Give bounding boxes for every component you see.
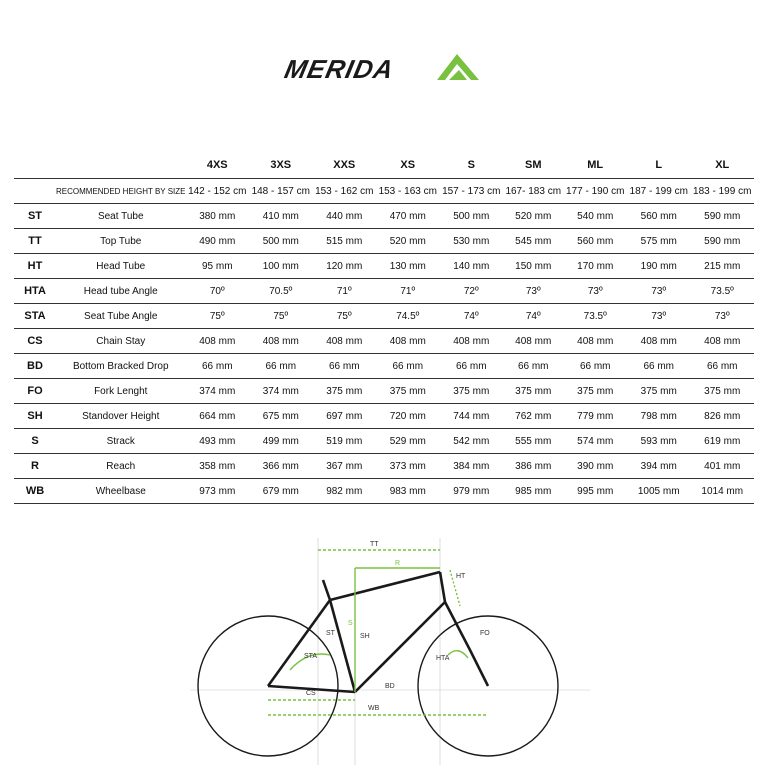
table-cell: 375 mm [690,379,754,404]
table-cell: 95 mm [186,254,250,279]
size-header: XS [376,152,440,179]
table-cell: 373 mm [376,454,440,479]
table-cell: 408 mm [503,329,563,354]
table-cell: 520 mm [503,204,563,229]
size-header: SM [503,152,563,179]
row-name: Head tube Angle [56,279,186,304]
row-abbr: TT [14,229,56,254]
table-cell: 66 mm [563,354,627,379]
table-cell: 130 mm [376,254,440,279]
table-cell: 619 mm [690,429,754,454]
table-cell: 593 mm [627,429,691,454]
table-cell: 995 mm [563,479,627,504]
table-cell: 73º [690,304,754,329]
row-abbr: BD [14,354,56,379]
table-cell: 375 mm [313,379,377,404]
recommended-height-row [14,179,754,204]
table-cell: 75º [249,304,313,329]
size-header: 3XS [249,152,313,179]
table-cell: 1005 mm [627,479,691,504]
table-cell: 826 mm [690,404,754,429]
table-cell: 697 mm [313,404,377,429]
table-cell: 542 mm [440,429,504,454]
row-name: Fork Lenght [56,379,186,404]
table-cell: 408 mm [313,329,377,354]
table-cell: 75º [186,304,250,329]
table-cell: 367 mm [313,454,377,479]
table-cell: 555 mm [503,429,563,454]
table-cell: 762 mm [503,404,563,429]
label-sta: STA [304,653,318,660]
table-cell: 470 mm [376,204,440,229]
table-cell: 520 mm [376,229,440,254]
table-cell: 75º [313,304,377,329]
table-cell: 384 mm [440,454,504,479]
table-cell: 74º [503,304,563,329]
table-cell: 1014 mm [690,479,754,504]
table-cell: 215 mm [690,254,754,279]
table-cell: 401 mm [690,454,754,479]
table-cell: 375 mm [503,379,563,404]
table-cell: 74.5º [376,304,440,329]
table-cell: 410 mm [249,204,313,229]
row-name: Bottom Bracked Drop [56,354,186,379]
table-row [14,479,754,504]
table-cell: 66 mm [249,354,313,379]
table-cell: 120 mm [313,254,377,279]
label-wb: WB [368,705,380,712]
table-row [14,229,754,254]
recommended-height-value: 142 - 152 cm [186,179,250,204]
size-header: ML [563,152,627,179]
row-abbr: CS [14,329,56,354]
recommended-height-value: 153 - 162 cm [313,179,377,204]
table-cell: 170 mm [563,254,627,279]
recommended-height-value: 148 - 157 cm [249,179,313,204]
table-cell: 394 mm [627,454,691,479]
label-st: ST [326,630,335,637]
table-cell: 973 mm [186,479,250,504]
table-cell: 71º [376,279,440,304]
table-cell: 375 mm [563,379,627,404]
recommended-height-value: 183 - 199 cm [690,179,754,204]
table-cell: 73º [627,304,691,329]
label-tt: TT [370,541,379,548]
logo-wordmark: MERIDA [281,54,397,84]
table-cell: 66 mm [186,354,250,379]
table-row [14,354,754,379]
corner-cell [14,152,56,179]
table-cell: 675 mm [249,404,313,429]
table-cell: 440 mm [313,204,377,229]
table-cell: 375 mm [440,379,504,404]
table-cell: 490 mm [186,229,250,254]
row-name: Top Tube [56,229,186,254]
geometry-table [14,152,754,504]
table-cell: 66 mm [376,354,440,379]
table-cell: 560 mm [563,229,627,254]
table-cell: 408 mm [376,329,440,354]
table-cell: 73º [563,279,627,304]
table-cell: 560 mm [627,204,691,229]
table-cell: 493 mm [186,429,250,454]
table-cell: 408 mm [690,329,754,354]
table-cell: 71º [313,279,377,304]
table-cell: 590 mm [690,204,754,229]
table-cell: 408 mm [186,329,250,354]
label-ht: HT [456,573,466,580]
table-cell: 190 mm [627,254,691,279]
table-cell: 779 mm [563,404,627,429]
row-abbr: SH [14,404,56,429]
table-cell: 74º [440,304,504,329]
table-cell: 66 mm [313,354,377,379]
table-cell: 679 mm [249,479,313,504]
size-header: 4XS [186,152,250,179]
table-row [14,429,754,454]
row-abbr: WB [14,479,56,504]
recommended-height-value: 177 - 190 cm [563,179,627,204]
recommended-height-value: 167- 183 cm [503,179,563,204]
label-fo: FO [480,630,490,637]
row-abbr: HTA [14,279,56,304]
table-row [14,404,754,429]
label-bd: BD [385,683,395,690]
table-cell: 979 mm [440,479,504,504]
table-cell: 408 mm [563,329,627,354]
table-cell: 150 mm [503,254,563,279]
table-cell: 374 mm [249,379,313,404]
table-cell: 73.5º [563,304,627,329]
table-cell: 983 mm [376,479,440,504]
row-name: Reach [56,454,186,479]
table-cell: 545 mm [503,229,563,254]
table-cell: 515 mm [313,229,377,254]
table-cell: 720 mm [376,404,440,429]
row-abbr: ST [14,204,56,229]
table-cell: 73º [627,279,691,304]
table-cell: 375 mm [627,379,691,404]
guide-lines [190,538,590,765]
table-cell: 66 mm [627,354,691,379]
table-cell: 985 mm [503,479,563,504]
table-cell: 375 mm [376,379,440,404]
table-cell: 366 mm [249,454,313,479]
table-cell: 73.5º [690,279,754,304]
row-name: Chain Stay [56,329,186,354]
table-cell: 66 mm [503,354,563,379]
table-row [14,279,754,304]
table-row [14,329,754,354]
table-cell: 390 mm [563,454,627,479]
size-header: L [627,152,691,179]
row-name: Seat Tube [56,204,186,229]
label-hta: HTA [436,655,450,662]
table-cell: 408 mm [627,329,691,354]
label-cs: CS [306,690,316,697]
table-row [14,204,754,229]
label-sh: SH [360,633,370,640]
size-header-row [14,152,754,179]
table-cell: 540 mm [563,204,627,229]
table-row [14,454,754,479]
recommended-height-label: RECOMMENDED HEIGHT BY SIZE [56,179,186,204]
table-cell: 590 mm [690,229,754,254]
table-cell: 386 mm [503,454,563,479]
row-name: Seat Tube Angle [56,304,186,329]
table-cell: 982 mm [313,479,377,504]
row-abbr: FO [14,379,56,404]
bike-geometry-diagram [190,510,590,770]
table-cell: 140 mm [440,254,504,279]
size-header: S [440,152,504,179]
size-header: XL [690,152,754,179]
table-cell: 499 mm [249,429,313,454]
corner-cell [56,152,186,179]
table-cell: 380 mm [186,204,250,229]
table-cell: 358 mm [186,454,250,479]
table-cell: 575 mm [627,229,691,254]
table-cell: 66 mm [690,354,754,379]
recommended-height-value: 157 - 173 cm [440,179,504,204]
recommended-height-value: 187 - 199 cm [627,179,691,204]
size-header: XXS [313,152,377,179]
row-name: Head Tube [56,254,186,279]
table-cell: 408 mm [440,329,504,354]
table-cell: 408 mm [249,329,313,354]
table-cell: 72º [440,279,504,304]
label-r: R [395,560,401,567]
merida-logo [281,50,485,90]
row-abbr: R [14,454,56,479]
table-cell: 530 mm [440,229,504,254]
table-cell: 70.5º [249,279,313,304]
table-cell: 744 mm [440,404,504,429]
table-cell: 798 mm [627,404,691,429]
table-cell: 70º [186,279,250,304]
table-row [14,254,754,279]
row-abbr [14,179,56,204]
row-name: Strack [56,429,186,454]
row-abbr: STA [14,304,56,329]
table-cell: 100 mm [249,254,313,279]
table-cell: 574 mm [563,429,627,454]
table-row [14,379,754,404]
recommended-height-value: 153 - 163 cm [376,179,440,204]
table-cell: 500 mm [249,229,313,254]
table-cell: 529 mm [376,429,440,454]
table-cell: 73º [503,279,563,304]
table-cell: 374 mm [186,379,250,404]
row-abbr: S [14,429,56,454]
row-name: Standover Height [56,404,186,429]
table-row [14,304,754,329]
row-abbr: HT [14,254,56,279]
row-name: Wheelbase [56,479,186,504]
table-cell: 500 mm [440,204,504,229]
mountain-logo-icon [435,50,481,86]
table-cell: 664 mm [186,404,250,429]
table-cell: 519 mm [313,429,377,454]
label-s: S [348,620,353,627]
table-cell: 66 mm [440,354,504,379]
